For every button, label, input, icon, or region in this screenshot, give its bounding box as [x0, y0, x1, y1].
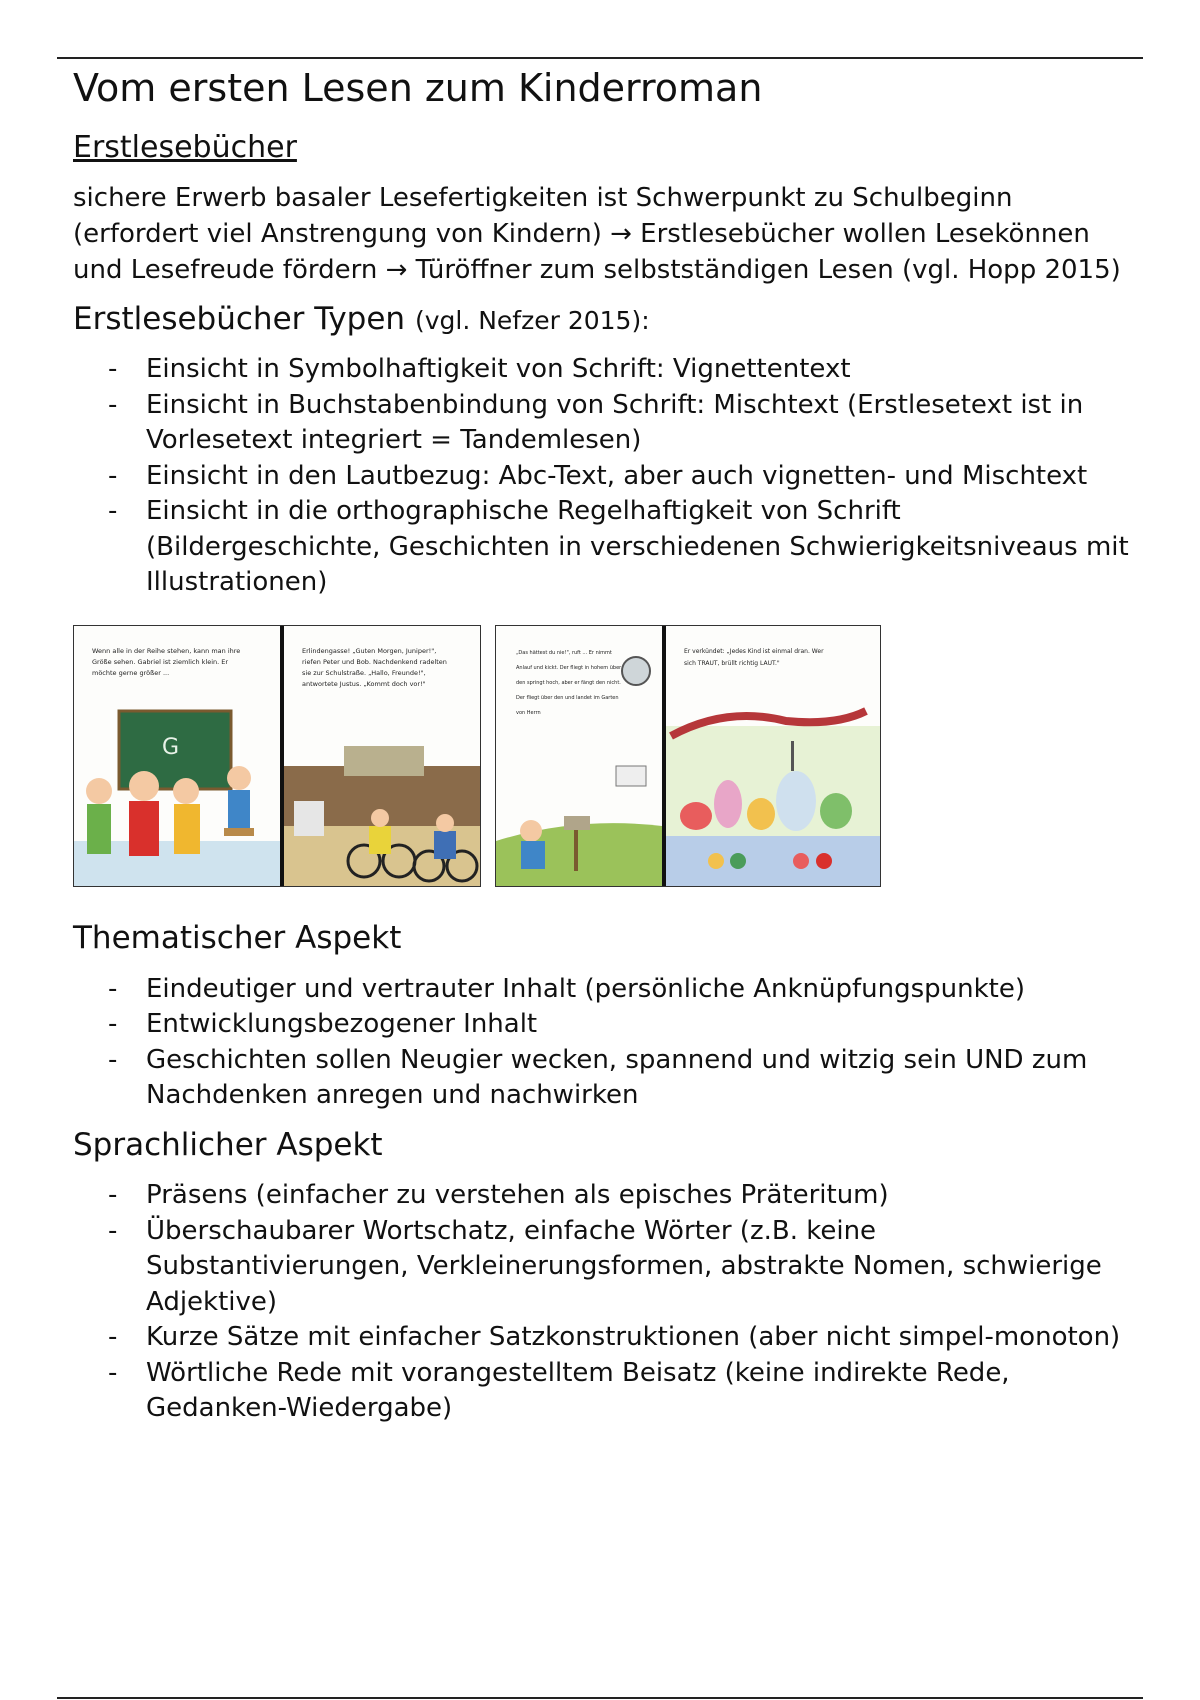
intro-paragraph: sichere Erwerb basaler Lesefertigkeiten ist Schwerpunkt zu Schulbeginn (erfordert viel Anstrengung von Kindern) → Erstlesebücher wollen Lesekönnen und Lesefreude fördern → Türöffner zum selbstständigen Lesen (vgl. Hopp 2015)	[73, 182, 1121, 285]
top-rule	[57, 57, 1143, 59]
book-illustrations	[73, 625, 1133, 887]
document-body	[73, 66, 1133, 1427]
list-item: - Einsicht in Symbolhaftigkeit von Schrift: Vignettentext	[73, 352, 1133, 388]
linguistic-heading: Sprachlicher Aspekt	[73, 1126, 383, 1163]
list-item: - Einsicht in den Lautbezug: Abc-Text, aber auch vignetten- und Mischtext	[73, 459, 1133, 495]
list-item: - Wörtliche Rede mit vorangestelltem Beisatz (keine indirekte Rede, Gedanken-Wiedergabe)	[73, 1356, 1133, 1427]
book1-left-page	[74, 626, 284, 886]
thematic-list	[73, 972, 1133, 1114]
board-letter: G	[162, 734, 180, 760]
book1-left-text: Wenn alle in der Reihe stehen, kann man ihre Größe sehen. Gabriel ist ziemlich klein. Er möchte gerne größer ...	[92, 646, 241, 677]
book-spread-1	[73, 625, 481, 887]
bicycle-illustration	[284, 626, 480, 886]
list-item: - Präsens (einfacher zu verstehen als episches Präteritum)	[73, 1178, 1133, 1214]
book2-right-text: Er verkündet: „Jedes Kind ist einmal dran. Wer sich TRAUT, brüllt richtig LAUT."	[684, 647, 824, 667]
list-item: - Eindeutiger und vertrauter Inhalt (persönliche Anknüpfungspunkte)	[73, 972, 1133, 1008]
classroom-illustration	[74, 626, 280, 886]
book1-right-page	[284, 626, 480, 886]
page-title: Vom ersten Lesen zum Kinderroman	[73, 66, 763, 110]
bottom-rule	[57, 1697, 1143, 1699]
thematic-heading: Thematischer Aspekt	[73, 919, 402, 956]
monsters-illustration	[666, 626, 880, 886]
list-item: - Einsicht in die orthographische Regelhaftigkeit von Schrift (Bildergeschichte, Geschichten in verschiedenen Schwierigkeitsniveaus mit Illustrationen)	[73, 494, 1133, 601]
book2-right-page	[666, 626, 880, 886]
list-item: - Überschaubarer Wortschatz, einfache Wörter (z.B. keine Substantivierungen, Verkleinerungsformen, abstrakte Nomen, schwierige Adjektive)	[73, 1214, 1133, 1321]
book-spread-2	[495, 625, 881, 887]
types-heading-text: Erstlesebücher Typen	[73, 300, 406, 337]
list-item: - Kurze Sätze mit einfacher Satzkonstruktionen (aber nicht simpel-monoton)	[73, 1320, 1133, 1356]
linguistic-list	[73, 1178, 1133, 1427]
types-heading-ref: (vgl. Nefzer 2015):	[414, 305, 650, 335]
types-heading	[73, 300, 1133, 339]
types-list	[73, 352, 1133, 601]
list-item: - Geschichten sollen Neugier wecken, spannend und witzig sein UND zum Nachdenken anregen und nachwirken	[73, 1043, 1133, 1114]
book1-right-text: Erlindengasse! „Guten Morgen, Juniper!", riefen Peter und Bob. Nachdenkend radelten sie zur Schulstraße. „Hallo, Freunde!", antwortete Justus. „Kommt doch vor!"	[302, 646, 447, 688]
book2-left-page	[496, 626, 666, 886]
section-heading-erstlesebuecher: Erstlesebücher	[73, 129, 297, 165]
list-item: - Einsicht in Buchstabenbindung von Schrift: Mischtext (Erstlesetext ist in Vorlesetext integriert = Tandemlesen)	[73, 388, 1133, 459]
list-item: - Entwicklungsbezogener Inhalt	[73, 1007, 1133, 1043]
book2-left-text: „Das hättest du nie!", ruft ... Er nimmt Anlauf und kickt. Der fliegt in hohem über den springt hoch, aber er fängt den nicht. Der fliegt über den und landet im Garten von Herrn	[516, 649, 622, 716]
football-illustration	[496, 626, 662, 886]
